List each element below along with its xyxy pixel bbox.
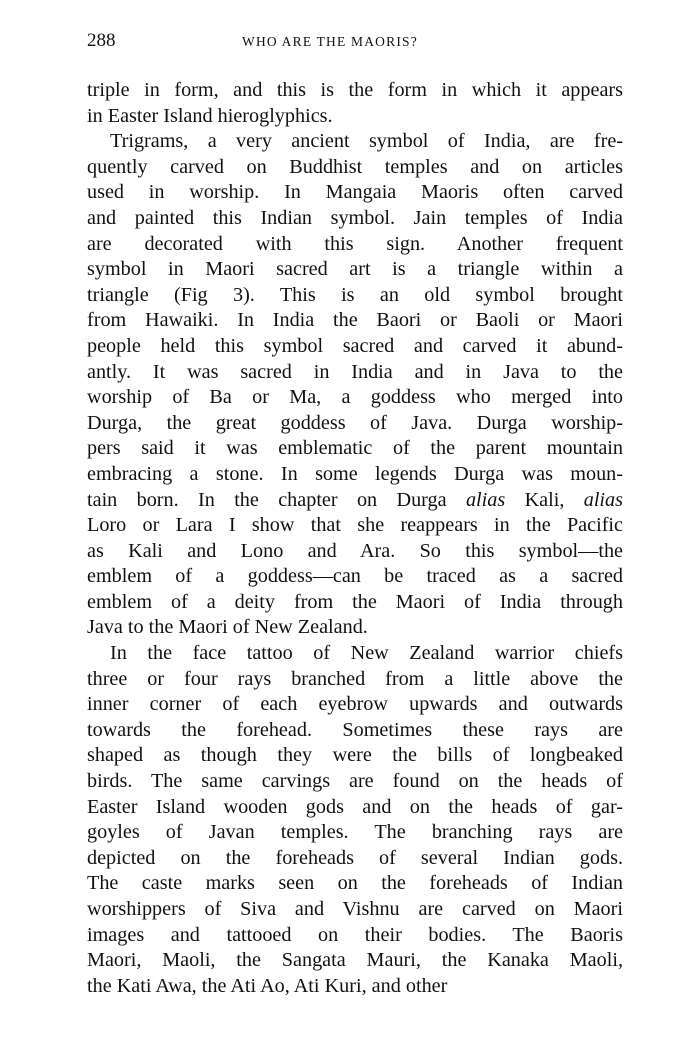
running-title: WHO ARE THE MAORIS? <box>242 34 418 49</box>
text-line: Trigrams, a very ancient symbol of India, are fre- <box>110 130 623 153</box>
text-line: emblem of a goddess—can be traced as a sacred <box>87 565 623 588</box>
book-page <box>87 30 623 999</box>
text-line: three or four rays branched from a little above the <box>87 667 623 690</box>
text-line: are decorated with this sign. Another frequent <box>87 232 623 255</box>
text-line: used in worship. In Mangaia Maoris often carved <box>87 181 623 204</box>
text-line: and painted this Indian symbol. Jain temples of India <box>87 206 623 229</box>
text-line: quently carved on Buddhist temples and on articles <box>87 155 623 178</box>
running-head <box>87 30 623 58</box>
text-line: In the face tattoo of New Zealand warrior chiefs <box>110 642 623 665</box>
text-line: worshippers of Siva and Vishnu are carved on Maori <box>87 898 623 920</box>
paragraph <box>87 641 623 999</box>
text-line: birds. The same carvings are found on the heads of <box>87 770 623 793</box>
body-text <box>87 78 623 999</box>
paragraph <box>87 78 623 129</box>
text-line: goyles of Javan temples. The branching rays are <box>87 821 623 844</box>
text-line: the Kati Awa, the Ati Ao, Ati Kuri, and other <box>87 974 448 997</box>
text-line: Java to the Maori of New Zealand. <box>87 616 368 639</box>
text-line: The caste marks seen on the foreheads of Indian <box>87 872 623 895</box>
text-line: tain born. In the chapter on Durga alias Kali, alias <box>87 488 623 511</box>
text-line: Loro or Lara I show that she reappears in the Pacific <box>87 514 623 537</box>
text-line: pers said it was emblematic of the parent mountain <box>87 437 623 460</box>
text-line: triangle (Fig 3). This is an old symbol brought <box>87 283 623 306</box>
text-line: Durga, the great goddess of Java. Durga worship- <box>87 411 623 434</box>
text-line: inner corner of each eyebrow upwards and outwards <box>87 693 623 716</box>
text-line: towards the forehead. Sometimes these rays are <box>87 718 623 741</box>
text-line: as Kali and Lono and Ara. So this symbol—the <box>87 539 623 562</box>
text-line: antly. It was sacred in India and in Java to the <box>87 360 623 383</box>
text-line: in Easter Island hieroglyphics. <box>87 104 333 127</box>
text-line: symbol in Maori sacred art is a triangle within a <box>87 258 623 281</box>
text-line: triple in form, and this is the form in which it appears <box>87 79 623 101</box>
text-line: images and tattooed on their bodies. The Baoris <box>87 923 623 946</box>
text-line: people held this symbol sacred and carved it abund- <box>87 334 623 357</box>
page-number: 288 <box>87 30 116 51</box>
text-line: Easter Island wooden gods and on the heads of gar- <box>87 795 623 818</box>
text-line: worship of Ba or Ma, a goddess who merged into <box>87 386 623 409</box>
text-line: Maori, Maoli, the Sangata Mauri, the Kanaka Maoli, <box>87 949 623 972</box>
text-line: from Hawaiki. In India the Baori or Baoli or Maori <box>87 309 623 332</box>
text-line: emblem of a deity from the Maori of India through <box>87 590 623 613</box>
text-line: embracing a stone. In some legends Durga was moun- <box>87 462 623 485</box>
paragraph <box>87 129 623 641</box>
text-line: depicted on the foreheads of several Indian gods. <box>87 846 623 869</box>
text-line: shaped as though they were the bills of longbeaked <box>87 744 623 767</box>
